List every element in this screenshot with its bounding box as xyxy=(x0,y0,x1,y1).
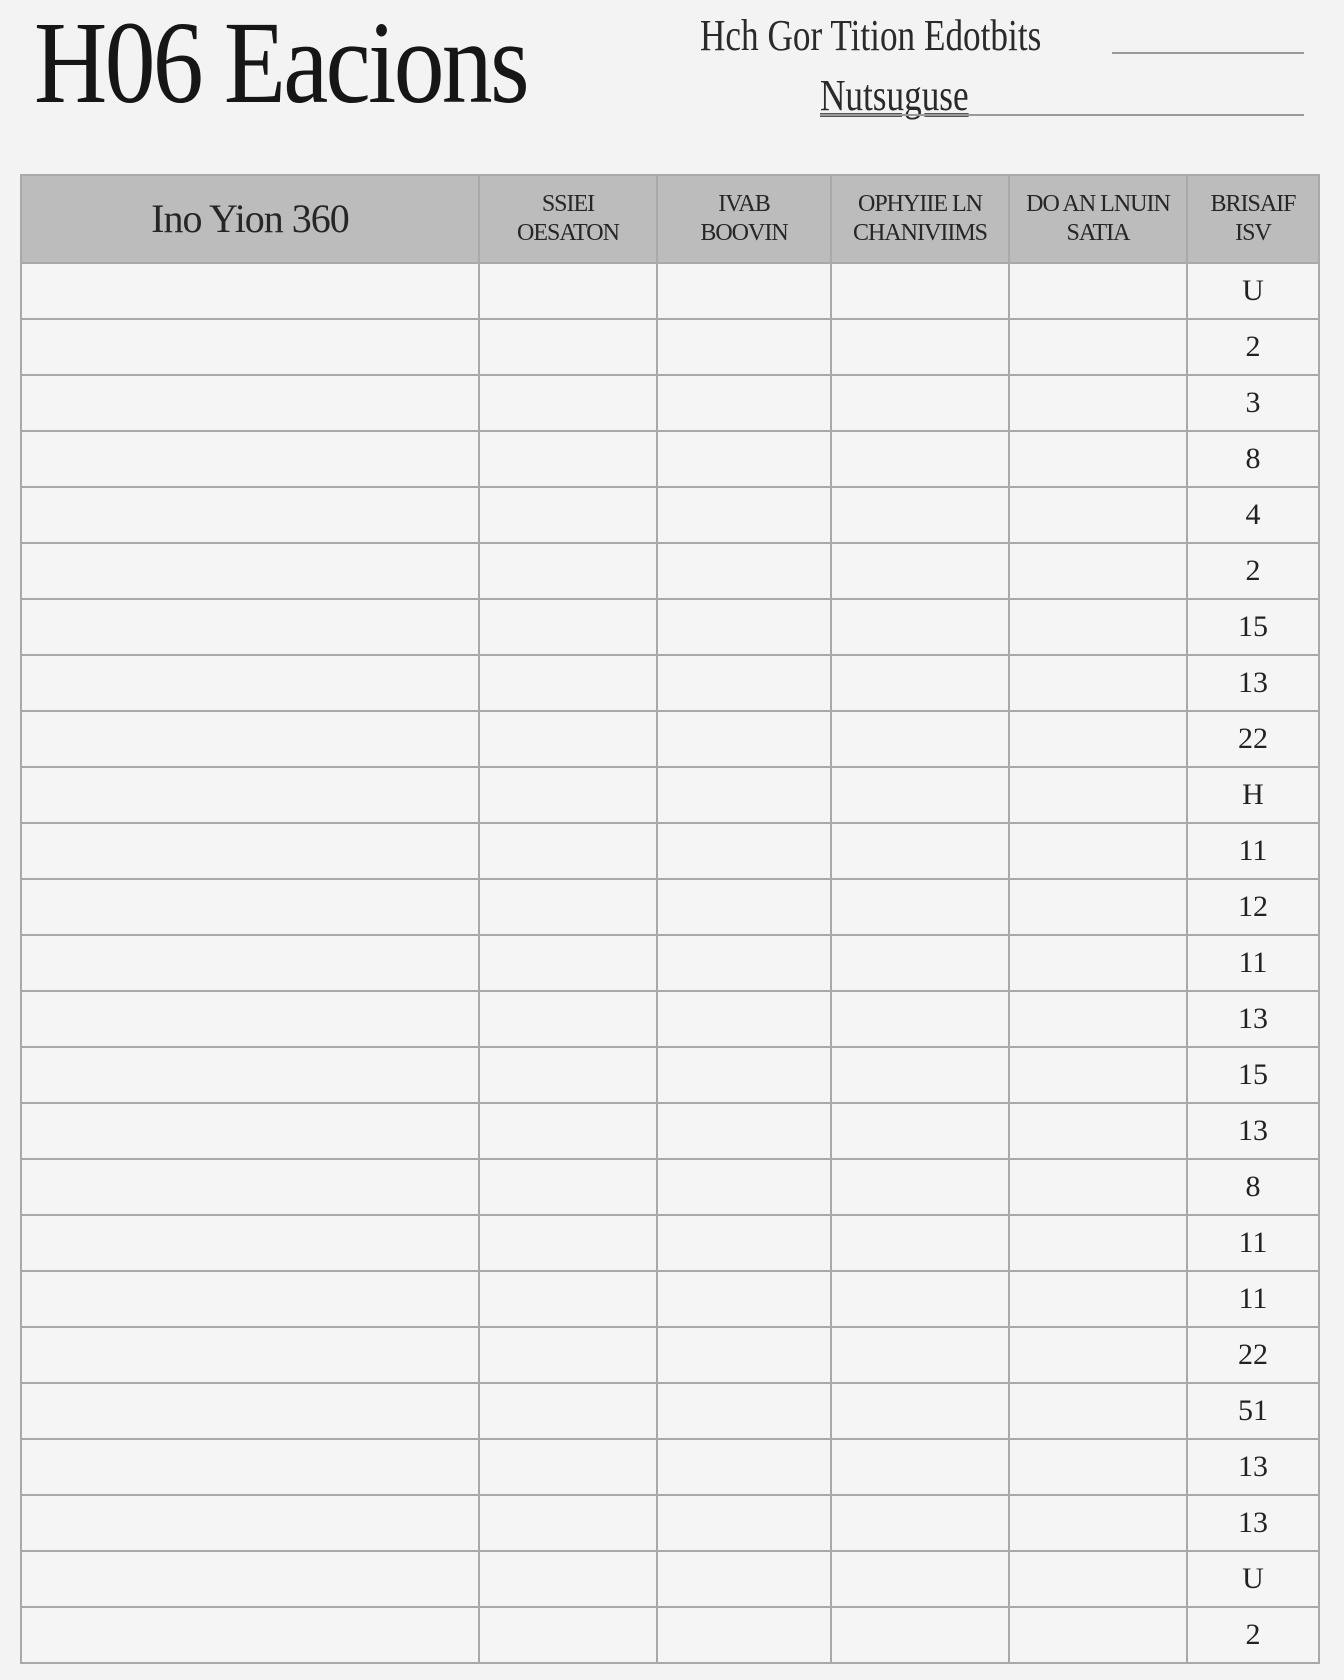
entry-cell[interactable] xyxy=(831,263,1009,319)
table-row xyxy=(21,711,1319,767)
row-number: 12 xyxy=(1187,879,1319,935)
entry-cell[interactable] xyxy=(21,991,479,1047)
row-number: 51 xyxy=(1187,1383,1319,1439)
table-body xyxy=(21,263,1319,1663)
table-row xyxy=(21,1159,1319,1215)
row-number: 22 xyxy=(1187,1327,1319,1383)
entry-cell[interactable] xyxy=(21,1271,479,1327)
entry-cell[interactable] xyxy=(831,655,1009,711)
entry-cell[interactable] xyxy=(21,487,479,543)
row-number: 2 xyxy=(1187,543,1319,599)
entry-cell[interactable] xyxy=(657,263,831,319)
entry-cell[interactable] xyxy=(479,1439,657,1495)
entry-cell[interactable] xyxy=(831,1271,1009,1327)
entry-cell[interactable] xyxy=(479,1159,657,1215)
table-row xyxy=(21,1551,1319,1607)
entry-cell[interactable] xyxy=(479,991,657,1047)
row-number: 11 xyxy=(1187,823,1319,879)
entry-cell[interactable] xyxy=(831,1159,1009,1215)
entry-cell[interactable] xyxy=(1009,767,1187,823)
table-row xyxy=(21,487,1319,543)
table-row xyxy=(21,1103,1319,1159)
entry-cell[interactable] xyxy=(1009,263,1187,319)
entry-cell[interactable] xyxy=(831,375,1009,431)
entry-cell[interactable] xyxy=(1009,319,1187,375)
table-row xyxy=(21,1327,1319,1383)
entry-cell[interactable] xyxy=(479,1271,657,1327)
entry-cell[interactable] xyxy=(657,319,831,375)
entry-cell[interactable] xyxy=(657,1439,831,1495)
table-row xyxy=(21,431,1319,487)
row-number: 11 xyxy=(1187,1215,1319,1271)
table-row xyxy=(21,599,1319,655)
table-row xyxy=(21,879,1319,935)
row-number: 13 xyxy=(1187,1495,1319,1551)
row-number: 3 xyxy=(1187,375,1319,431)
table-row xyxy=(21,543,1319,599)
entry-cell[interactable] xyxy=(1009,1159,1187,1215)
table-row xyxy=(21,1271,1319,1327)
header-field-2-label: Nutsuguse xyxy=(820,71,969,120)
entry-cell[interactable] xyxy=(1009,1439,1187,1495)
entry-cell[interactable] xyxy=(1009,375,1187,431)
entry-cell[interactable] xyxy=(21,767,479,823)
entry-cell[interactable] xyxy=(831,1103,1009,1159)
header-field-1 xyxy=(700,8,1304,58)
entry-cell[interactable] xyxy=(479,935,657,991)
entry-cell[interactable] xyxy=(657,711,831,767)
entry-cell[interactable] xyxy=(479,1047,657,1103)
header-field-2-line xyxy=(820,114,1304,116)
entry-cell[interactable] xyxy=(657,1383,831,1439)
entry-cell[interactable] xyxy=(657,1159,831,1215)
header-field-1-label: Hch Gor Tition Edotbits xyxy=(700,11,1042,60)
entry-cell[interactable] xyxy=(479,599,657,655)
entry-cell[interactable] xyxy=(479,431,657,487)
entry-cell[interactable] xyxy=(831,1551,1009,1607)
entry-cell[interactable] xyxy=(21,655,479,711)
entry-cell[interactable] xyxy=(479,487,657,543)
entry-cell[interactable] xyxy=(1009,1551,1187,1607)
entry-cell[interactable] xyxy=(21,1215,479,1271)
entry-cell[interactable] xyxy=(21,935,479,991)
entry-cell[interactable] xyxy=(1009,599,1187,655)
entry-cell[interactable] xyxy=(657,1327,831,1383)
table-row xyxy=(21,1047,1319,1103)
entry-cell[interactable] xyxy=(831,1327,1009,1383)
header-fields xyxy=(700,8,1304,118)
entry-cell[interactable] xyxy=(831,487,1009,543)
entry-cell[interactable] xyxy=(21,1439,479,1495)
entry-cell[interactable] xyxy=(657,599,831,655)
entry-cell[interactable] xyxy=(657,1215,831,1271)
log-table xyxy=(20,174,1320,1664)
entry-cell[interactable] xyxy=(21,1383,479,1439)
entry-cell[interactable] xyxy=(479,823,657,879)
entry-cell[interactable] xyxy=(479,655,657,711)
entry-cell[interactable] xyxy=(831,823,1009,879)
entry-cell[interactable] xyxy=(1009,1215,1187,1271)
entry-cell[interactable] xyxy=(1009,1271,1187,1327)
entry-cell[interactable] xyxy=(831,543,1009,599)
entry-cell[interactable] xyxy=(831,879,1009,935)
entry-cell[interactable] xyxy=(479,1103,657,1159)
row-number: 22 xyxy=(1187,711,1319,767)
entry-cell[interactable] xyxy=(479,1551,657,1607)
entry-cell[interactable] xyxy=(21,1495,479,1551)
entry-cell[interactable] xyxy=(1009,1047,1187,1103)
entry-cell[interactable] xyxy=(479,1607,657,1663)
entry-cell[interactable] xyxy=(657,1551,831,1607)
row-number: U xyxy=(1187,1551,1319,1607)
entry-cell[interactable] xyxy=(21,431,479,487)
entry-cell[interactable] xyxy=(21,543,479,599)
entry-cell[interactable] xyxy=(479,543,657,599)
row-number: 2 xyxy=(1187,319,1319,375)
entry-cell[interactable] xyxy=(657,1607,831,1663)
entry-cell[interactable] xyxy=(657,991,831,1047)
entry-cell[interactable] xyxy=(21,319,479,375)
entry-cell[interactable] xyxy=(21,879,479,935)
entry-cell[interactable] xyxy=(657,375,831,431)
entry-cell[interactable] xyxy=(479,1383,657,1439)
row-number: 8 xyxy=(1187,431,1319,487)
entry-cell[interactable] xyxy=(1009,1607,1187,1663)
entry-cell[interactable] xyxy=(1009,879,1187,935)
entry-cell[interactable] xyxy=(657,543,831,599)
entry-cell[interactable] xyxy=(657,655,831,711)
entry-cell[interactable] xyxy=(657,823,831,879)
entry-cell[interactable] xyxy=(21,375,479,431)
row-number: 11 xyxy=(1187,935,1319,991)
entry-cell[interactable] xyxy=(831,1047,1009,1103)
header-field-1-line xyxy=(1112,52,1304,54)
entry-cell[interactable] xyxy=(831,599,1009,655)
entry-cell[interactable] xyxy=(21,1047,479,1103)
entry-cell[interactable] xyxy=(657,1103,831,1159)
entry-cell[interactable] xyxy=(21,1327,479,1383)
table-row xyxy=(21,319,1319,375)
entry-cell[interactable] xyxy=(1009,711,1187,767)
column-header: OPHYIIE LN CHANIVIIMS xyxy=(831,175,1009,263)
document-title: H06 Eacions xyxy=(34,0,527,128)
entry-cell[interactable] xyxy=(831,431,1009,487)
entry-cell[interactable] xyxy=(831,1215,1009,1271)
entry-cell[interactable] xyxy=(831,711,1009,767)
entry-cell[interactable] xyxy=(1009,1327,1187,1383)
entry-cell[interactable] xyxy=(1009,991,1187,1047)
entry-cell[interactable] xyxy=(657,935,831,991)
entry-cell[interactable] xyxy=(1009,487,1187,543)
row-number: 15 xyxy=(1187,599,1319,655)
table-row xyxy=(21,823,1319,879)
table-row xyxy=(21,655,1319,711)
entry-cell[interactable] xyxy=(657,767,831,823)
entry-cell[interactable] xyxy=(479,375,657,431)
row-number: 4 xyxy=(1187,487,1319,543)
table-row xyxy=(21,935,1319,991)
entry-cell[interactable] xyxy=(657,1047,831,1103)
entry-cell[interactable] xyxy=(1009,935,1187,991)
entry-cell[interactable] xyxy=(479,767,657,823)
table-row xyxy=(21,1383,1319,1439)
row-number: U xyxy=(1187,263,1319,319)
column-header: IVAB BOOVIN xyxy=(657,175,831,263)
table-row xyxy=(21,991,1319,1047)
entry-cell[interactable] xyxy=(831,1495,1009,1551)
entry-cell[interactable] xyxy=(657,1271,831,1327)
entry-cell[interactable] xyxy=(479,1215,657,1271)
entry-cell[interactable] xyxy=(831,319,1009,375)
entry-cell[interactable] xyxy=(1009,1383,1187,1439)
entry-cell[interactable] xyxy=(1009,1495,1187,1551)
entry-cell[interactable] xyxy=(21,823,479,879)
entry-cell[interactable] xyxy=(21,1551,479,1607)
table-row xyxy=(21,375,1319,431)
entry-cell[interactable] xyxy=(657,431,831,487)
row-number: H xyxy=(1187,767,1319,823)
header-field-2 xyxy=(820,64,1304,118)
row-number: 15 xyxy=(1187,1047,1319,1103)
entry-cell[interactable] xyxy=(831,1439,1009,1495)
entry-cell[interactable] xyxy=(831,935,1009,991)
table-header-row xyxy=(21,175,1319,263)
table-row xyxy=(21,1495,1319,1551)
entry-cell[interactable] xyxy=(657,1495,831,1551)
entry-cell[interactable] xyxy=(21,1159,479,1215)
table-row xyxy=(21,1215,1319,1271)
entry-cell[interactable] xyxy=(831,767,1009,823)
column-header: DO AN LNUIN SATIA xyxy=(1009,175,1187,263)
entry-cell[interactable] xyxy=(479,711,657,767)
table-row xyxy=(21,263,1319,319)
column-header: Ino Yion 360 xyxy=(21,175,479,263)
row-number: 13 xyxy=(1187,655,1319,711)
row-number: 13 xyxy=(1187,1439,1319,1495)
entry-cell[interactable] xyxy=(479,1495,657,1551)
table-row xyxy=(21,1439,1319,1495)
entry-cell[interactable] xyxy=(657,879,831,935)
entry-cell[interactable] xyxy=(1009,543,1187,599)
row-number: 2 xyxy=(1187,1607,1319,1663)
entry-cell[interactable] xyxy=(1009,431,1187,487)
entry-cell[interactable] xyxy=(479,1327,657,1383)
entry-cell[interactable] xyxy=(21,1103,479,1159)
row-number: 13 xyxy=(1187,991,1319,1047)
entry-cell[interactable] xyxy=(831,991,1009,1047)
entry-cell[interactable] xyxy=(1009,823,1187,879)
entry-cell[interactable] xyxy=(21,1607,479,1663)
table-row xyxy=(21,1607,1319,1663)
entry-cell[interactable] xyxy=(831,1383,1009,1439)
entry-cell[interactable] xyxy=(21,263,479,319)
entry-cell[interactable] xyxy=(479,263,657,319)
column-header: BRISAIF ISV xyxy=(1187,175,1319,263)
entry-cell[interactable] xyxy=(657,487,831,543)
entry-cell[interactable] xyxy=(21,711,479,767)
entry-cell[interactable] xyxy=(831,1607,1009,1663)
row-number: 13 xyxy=(1187,1103,1319,1159)
row-number: 11 xyxy=(1187,1271,1319,1327)
entry-cell[interactable] xyxy=(479,319,657,375)
entry-cell[interactable] xyxy=(1009,1103,1187,1159)
entry-cell[interactable] xyxy=(21,599,479,655)
row-number: 8 xyxy=(1187,1159,1319,1215)
column-header: SSIEI OESATON xyxy=(479,175,657,263)
entry-cell[interactable] xyxy=(479,879,657,935)
table-row xyxy=(21,767,1319,823)
entry-cell[interactable] xyxy=(1009,655,1187,711)
